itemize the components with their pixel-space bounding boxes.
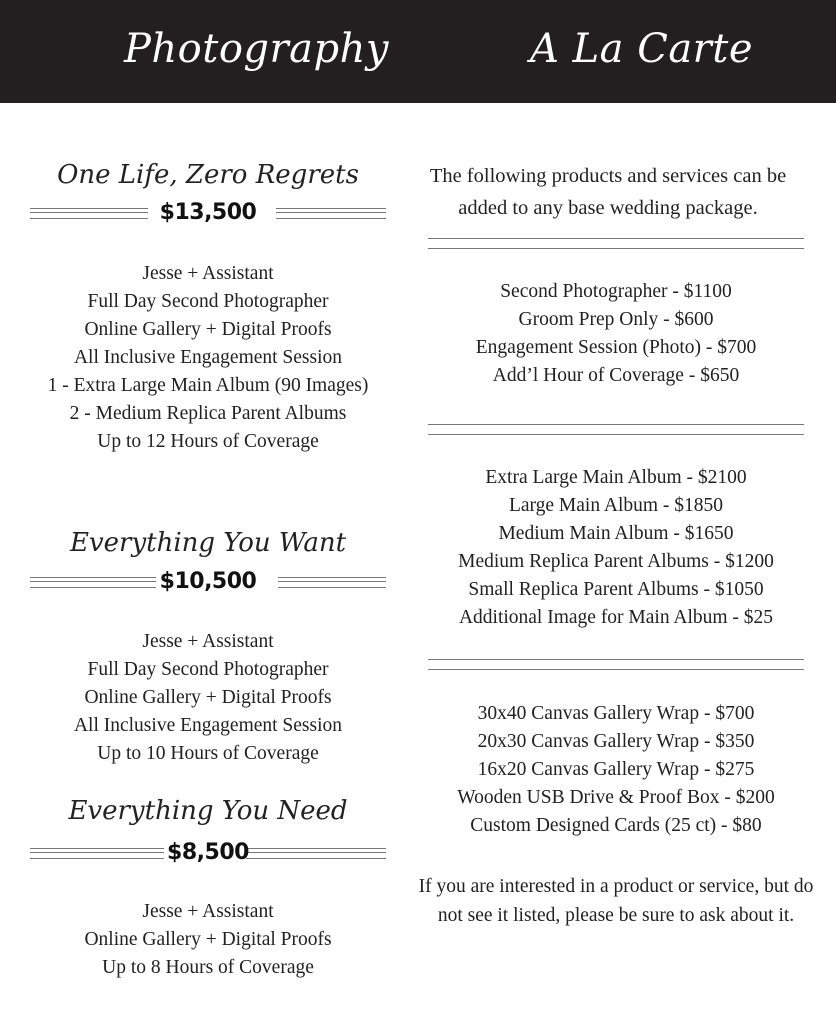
list-item: Up to 10 Hours of Coverage — [97, 743, 319, 764]
list-item: Full Day Second Photographer — [87, 291, 329, 312]
list-item: Online Gallery + Digital Proofs — [84, 319, 332, 340]
list-item: Up to 12 Hours of Coverage — [97, 431, 319, 452]
package-price: $10,500 — [159, 569, 257, 594]
alacarte-prints — [418, 700, 814, 840]
package-name: One Life, Zero Regrets — [57, 160, 359, 190]
list-item: All Inclusive Engagement Session — [73, 715, 343, 736]
a-la-carte-title: A La Carte — [530, 26, 754, 72]
list-item: Full Day Second Photographer — [87, 659, 329, 680]
list-item: All Inclusive Engagement Session — [73, 347, 343, 368]
alacarte-intro: The following products and services can be added to any base wedding package. — [429, 165, 787, 219]
list-item: Medium Replica Parent Albums - $1200 — [458, 551, 774, 572]
package-name: Everything You Need — [68, 796, 348, 826]
list-item: Extra Large Main Album - $2100 — [485, 467, 747, 488]
package-price: $8,500 — [167, 840, 249, 865]
divider-lines — [428, 424, 804, 435]
package-name: Everything You Want — [69, 528, 347, 558]
list-item: Second Photographer - $1100 — [500, 281, 732, 302]
divider-lines — [428, 659, 804, 670]
list-item: Custom Designed Cards (25 ct) - $80 — [470, 815, 762, 836]
list-item: Add’l Hour of Coverage - $650 — [492, 365, 740, 386]
list-item: 2 - Medium Replica Parent Albums — [69, 403, 347, 424]
divider-lines — [428, 238, 804, 249]
list-item: 20x30 Canvas Gallery Wrap - $350 — [477, 731, 755, 752]
list-item: Large Main Album - $1850 — [508, 495, 724, 516]
alacarte-closing-note: If you are interested in a product or service, but do not see it listed, please be sure to ask about it. — [418, 876, 814, 926]
list-item: Groom Prep Only - $600 — [518, 309, 714, 330]
package-features — [8, 260, 408, 456]
list-item: Jesse + Assistant — [142, 263, 274, 284]
list-item: Medium Main Album - $1650 — [498, 523, 734, 544]
package-features — [8, 628, 408, 768]
alacarte-albums — [418, 464, 814, 632]
photography-title: Photography — [124, 26, 389, 72]
list-item: Online Gallery + Digital Proofs — [84, 687, 332, 708]
price-row — [30, 838, 386, 868]
alacarte-services — [418, 278, 814, 390]
list-item: Jesse + Assistant — [142, 631, 274, 652]
header-bar — [0, 0, 836, 103]
list-item: Up to 8 Hours of Coverage — [102, 957, 314, 978]
list-item: 16x20 Canvas Gallery Wrap - $275 — [477, 759, 755, 780]
price-row — [30, 198, 386, 228]
list-item: Additional Image for Main Album - $25 — [458, 607, 774, 628]
list-item: Online Gallery + Digital Proofs — [84, 929, 332, 950]
list-item: 1 - Extra Large Main Album (90 Images) — [47, 375, 369, 396]
list-item: Jesse + Assistant — [142, 901, 274, 922]
package-price: $13,500 — [159, 200, 257, 225]
list-item: 30x40 Canvas Gallery Wrap - $700 — [477, 703, 755, 724]
list-item: Wooden USB Drive & Proof Box - $200 — [457, 787, 775, 808]
list-item: Small Replica Parent Albums - $1050 — [468, 579, 764, 600]
package-features — [8, 898, 408, 982]
price-row — [30, 567, 386, 597]
list-item: Engagement Session (Photo) - $700 — [475, 337, 757, 358]
